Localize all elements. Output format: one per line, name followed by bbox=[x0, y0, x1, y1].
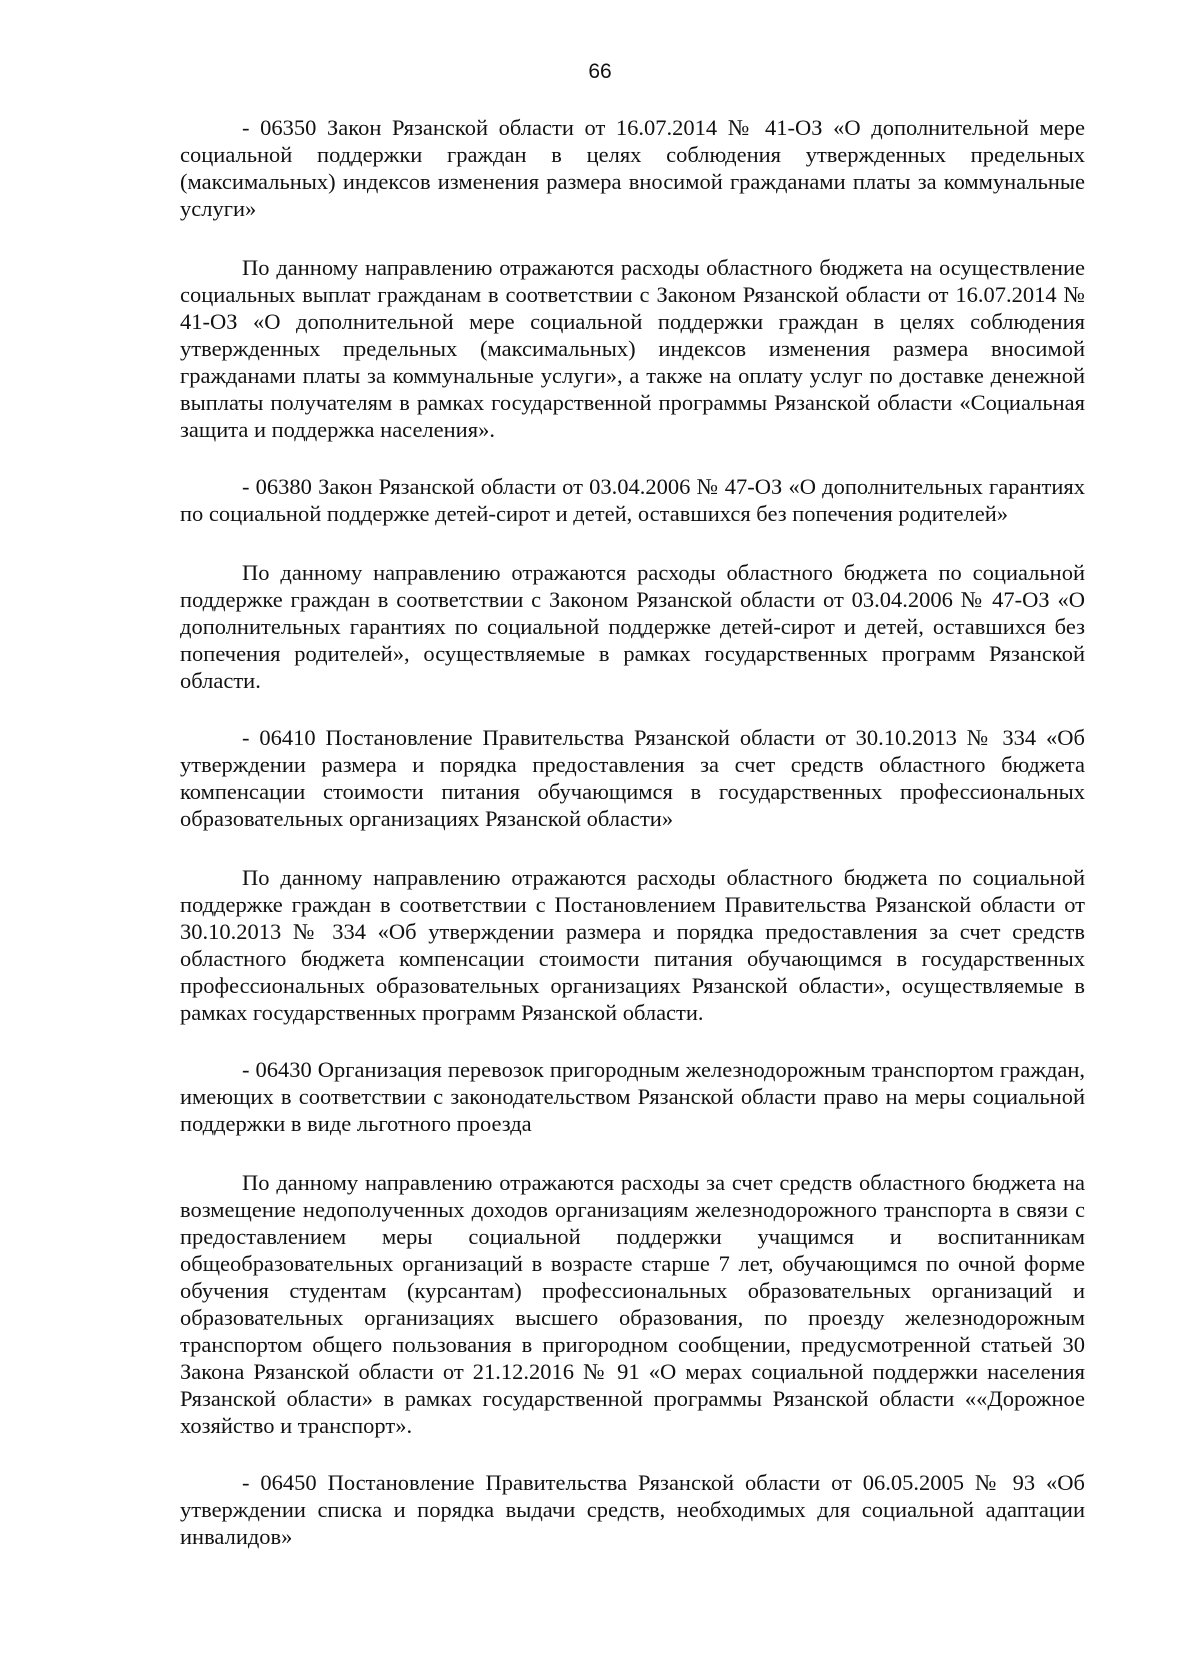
section-text-06410: По данному направлению отражаются расходы областного бюджета по социальной поддержке граждан в соответствии с Постановлением Правительства Рязанской области от 30.10.2013 № 334 «Об утверждении размера и порядка предоставления за счет средств областного бюджета компенсации стоимости питания обучающимся в государственных профессиональных образовательных организациях Рязанской области», осуществляемые в рамках государственных программ Рязанской области. bbox=[180, 865, 1085, 1025]
section-heading-06350: - 06350 Закон Рязанской области от 16.07.2014 № 41-ОЗ «О дополнительной мере социальной поддержки граждан в целях соблюдения утвержденных предельных (максимальных) индексов изменения размера вносимой гражданами платы за коммунальные услуги» bbox=[180, 115, 1085, 221]
document-body bbox=[180, 114, 1085, 1582]
section-heading-06380: - 06380 Закон Рязанской области от 03.04.2006 № 47-ОЗ «О дополнительных гарантиях по социальной поддержке детей-сирот и детей, оставшихся без попечения родителей» bbox=[180, 474, 1085, 526]
section-heading-06450: - 06450 Постановление Правительства Рязанской области от 06.05.2005 № 93 «Об утверждении списка и порядка выдачи средств, необходимых для социальной адаптации инвалидов» bbox=[180, 1470, 1085, 1549]
section-heading-06410: - 06410 Постановление Правительства Рязанской области от 30.10.2013 № 334 «Об утверждении размера и порядка предоставления за счет средств областного бюджета компенсации стоимости питания обучающимся в государственных профессиональных образовательных организациях Рязанской области» bbox=[180, 725, 1085, 831]
section-text-06350: По данному направлению отражаются расходы областного бюджета на осуществление социальных выплат гражданам в соответствии с Законом Рязанской области от 16.07.2014 № 41-ОЗ «О дополнительной мере социальной поддержки граждан в целях соблюдения утвержденных предельных (максимальных) индексов изменения размера вносимой гражданами платы за коммунальные услуги», а также на оплату услуг по доставке денежной выплаты получателям в рамках государственной программы Рязанской области «Социальная защита и поддержка населения». bbox=[180, 255, 1085, 442]
page-number: 66 bbox=[588, 60, 612, 83]
section-text-06430: По данному направлению отражаются расходы за счет средств областного бюджета на возмещение недополученных доходов организациям железнодорожного транспорта в связи с предоставлением меры социальной поддержки учащимся и воспитанникам общеобразовательных организаций в возрасте старше 7 лет, обучающимся по очной форме обучения студентам (курсантам) профессиональных образовательных организаций и образовательных организациях высшего образования, по проезду железнодорожным транспортом общего пользования в пригородном сообщении, предусмотренной статьей 30 Закона Рязанской области от 21.12.2016 № 91 «О мерах социальной поддержки населения Рязанской области» в рамках государственной программы Рязанской области ««Дорожное хозяйство и транспорт». bbox=[180, 1170, 1085, 1438]
section-heading-06430: - 06430 Организация перевозок пригородным железнодорожным транспортом граждан, имеющих в соответствии с законодательством Рязанской области право на меры социальной поддержки в виде льготного проезда bbox=[180, 1057, 1085, 1136]
section-text-06380: По данному направлению отражаются расходы областного бюджета по социальной поддержке граждан в соответствии с Законом Рязанской области от 03.04.2006 № 47-ОЗ «О дополнительных гарантиях по социальной поддержке детей-сирот и детей, оставшихся без попечения родителей», осуществляемые в рамках государственных программ Рязанской области. bbox=[180, 560, 1085, 693]
